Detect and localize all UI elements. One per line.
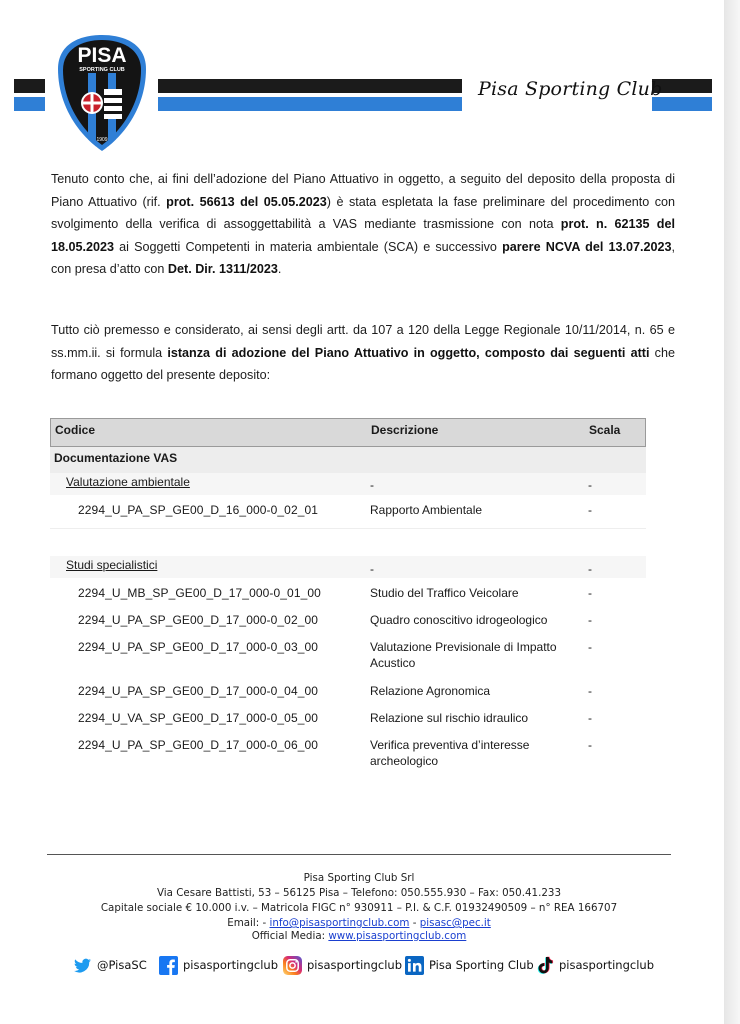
club-logo xyxy=(54,33,150,153)
row-code: 2294_U_PA_SP_GE00_D_17_000-0_03_00 xyxy=(78,640,319,654)
footer-email-separator: - xyxy=(409,917,420,929)
row-code: 2294_U_PA_SP_GE00_D_17_000-0_02_00 xyxy=(78,613,319,627)
section-description-dash: - xyxy=(370,478,374,492)
row-scale: - xyxy=(588,503,592,517)
footer-email-line xyxy=(47,917,671,930)
row-code: 2294_U_VA_SP_GE00_D_17_000-0_05_00 xyxy=(78,711,319,725)
social-instagram[interactable] xyxy=(283,955,402,975)
bold-text: prot. n. 62135 del 18.05.2023 xyxy=(51,217,675,254)
page-edge xyxy=(724,0,740,1024)
bold-text: Det. Dir. 1311/2023 xyxy=(167,262,278,277)
footer-capital: Capitale sociale € 10.000 i.v. – Matricola FIGC n° 930911 – P.I. & C.F. 01932490509 – n° REA 166707 xyxy=(100,902,618,914)
social-linkedin[interactable] xyxy=(405,955,534,975)
row-scale: - xyxy=(588,711,592,725)
twitter-handle: @PisaSC xyxy=(97,958,147,972)
instagram-icon xyxy=(283,956,302,975)
footer-email-link-pec[interactable]: pisasc@pec.it xyxy=(419,917,491,929)
facebook-icon xyxy=(159,956,178,975)
table-header xyxy=(50,418,646,447)
logo-text: PISA xyxy=(77,44,127,67)
linkedin-icon xyxy=(405,956,424,975)
brand-script-title: Pisa Sporting Club xyxy=(478,78,663,100)
text-run: Tenuto conto che, ai fini dell’adozione del Piano Attuativo in oggetto, a seguito del deposito della proposta di Piano Attuativo (rif. xyxy=(51,172,675,209)
text-run: Tutto ciò premesso e considerato, ai sensi degli artt. da 107 a 120 della Legge Regionale 10/11/2014, n. 65 e ss.mm.ii. si formula xyxy=(51,323,675,360)
row-description: Relazione Agronomica xyxy=(370,684,491,698)
header-bar-black-left xyxy=(14,79,45,93)
social-tiktok[interactable] xyxy=(535,955,654,975)
group-label: Documentazione VAS xyxy=(54,451,178,465)
logo-year: 1909 xyxy=(96,137,108,143)
footer-address: Via Cesare Battisti, 53 – 56125 Pisa – Telefono: 050.555.930 – Fax: 050.41.233 xyxy=(156,887,562,899)
text-run: , con presa d’atto con xyxy=(51,239,675,277)
group-row xyxy=(50,447,646,473)
footer-email-label: Email: - xyxy=(227,917,270,929)
row-scale: - xyxy=(588,586,592,600)
social-twitter[interactable] xyxy=(73,955,147,975)
bold-text: parere NCVA del 13.07.2023 xyxy=(502,239,672,254)
bold-text: istanza di adozione del Piano Attuativo in oggetto, composto dai seguenti atti xyxy=(167,345,650,360)
row-description: Rapporto Ambientale xyxy=(370,503,483,517)
logo-subtext: SPORTING CLUB xyxy=(79,67,125,73)
section-label: Valutazione ambientale xyxy=(66,475,190,489)
text-run: ) è stata espletata la fase preliminare del procedimento con svolgimento della verifica di assoggettabilità a VAS mediante trasmissione con nota xyxy=(51,194,676,232)
footer-divider xyxy=(47,854,671,855)
footer-media-line xyxy=(47,930,671,943)
row-description: Relazione sul rischio idraulico xyxy=(370,711,529,725)
row-code: 2294_U_MB_SP_GE00_D_17_000-0_01_00 xyxy=(78,586,321,600)
footer-email-link-info[interactable]: info@pisasportingclub.com xyxy=(269,917,410,929)
header-bar-blue-middle xyxy=(158,97,462,111)
header-description: Descrizione xyxy=(371,423,439,437)
header-code: Codice xyxy=(55,423,96,437)
text-run: ai Soggetti Competenti in materia ambientale (SCA) e successivo xyxy=(114,239,503,254)
paragraph-adoption-request xyxy=(51,319,675,387)
row-code: 2294_U_PA_SP_GE00_D_17_000-0_04_00 xyxy=(78,684,319,698)
section-description-dash: - xyxy=(370,562,374,576)
section-row xyxy=(50,473,646,495)
row-divider xyxy=(50,528,646,529)
paragraph-adoption-context xyxy=(51,168,675,281)
row-scale: - xyxy=(588,613,592,627)
section-label: Studi specialistici xyxy=(66,558,158,572)
row-scale: - xyxy=(588,738,592,752)
footer-media-label: Official Media: xyxy=(251,930,329,942)
tiktok-icon xyxy=(535,956,554,975)
facebook-handle: pisasportingclub xyxy=(183,958,278,972)
header-bar-blue-left xyxy=(14,97,45,111)
header-scale: Scala xyxy=(589,423,621,437)
instagram-handle: pisasportingclub xyxy=(307,958,402,972)
row-description: Studio del Traffico Veicolare xyxy=(370,586,519,600)
row-description: Valutazione Previsionale di Impatto Acustico xyxy=(370,640,557,670)
row-description: Quadro conoscitivo idrogeologico xyxy=(370,613,548,627)
footer-company: Pisa Sporting Club Srl xyxy=(303,872,415,884)
footer-media-link[interactable]: www.pisasportingclub.com xyxy=(328,930,467,942)
row-description: Verifica preventiva d’interesse archeologico xyxy=(370,738,530,768)
social-facebook[interactable] xyxy=(159,955,278,975)
bold-text: prot. 56613 del 05.05.2023 xyxy=(166,194,327,209)
section-row xyxy=(50,556,646,578)
section-scale-dash: - xyxy=(588,562,592,576)
tiktok-handle: pisasportingclub xyxy=(559,958,654,972)
row-scale: - xyxy=(588,640,592,654)
section-scale-dash: - xyxy=(588,478,592,492)
header-bar-black-middle xyxy=(158,79,462,93)
text-run: . xyxy=(277,262,282,277)
row-code: 2294_U_PA_SP_GE00_D_17_000-0_06_00 xyxy=(78,738,319,752)
linkedin-handle: Pisa Sporting Club xyxy=(429,958,534,972)
twitter-icon xyxy=(73,956,92,975)
text-run: che formano oggetto del presente deposito: xyxy=(51,345,675,383)
row-code: 2294_U_PA_SP_GE00_D_16_000-0_02_01 xyxy=(78,503,319,517)
row-scale: - xyxy=(588,684,592,698)
